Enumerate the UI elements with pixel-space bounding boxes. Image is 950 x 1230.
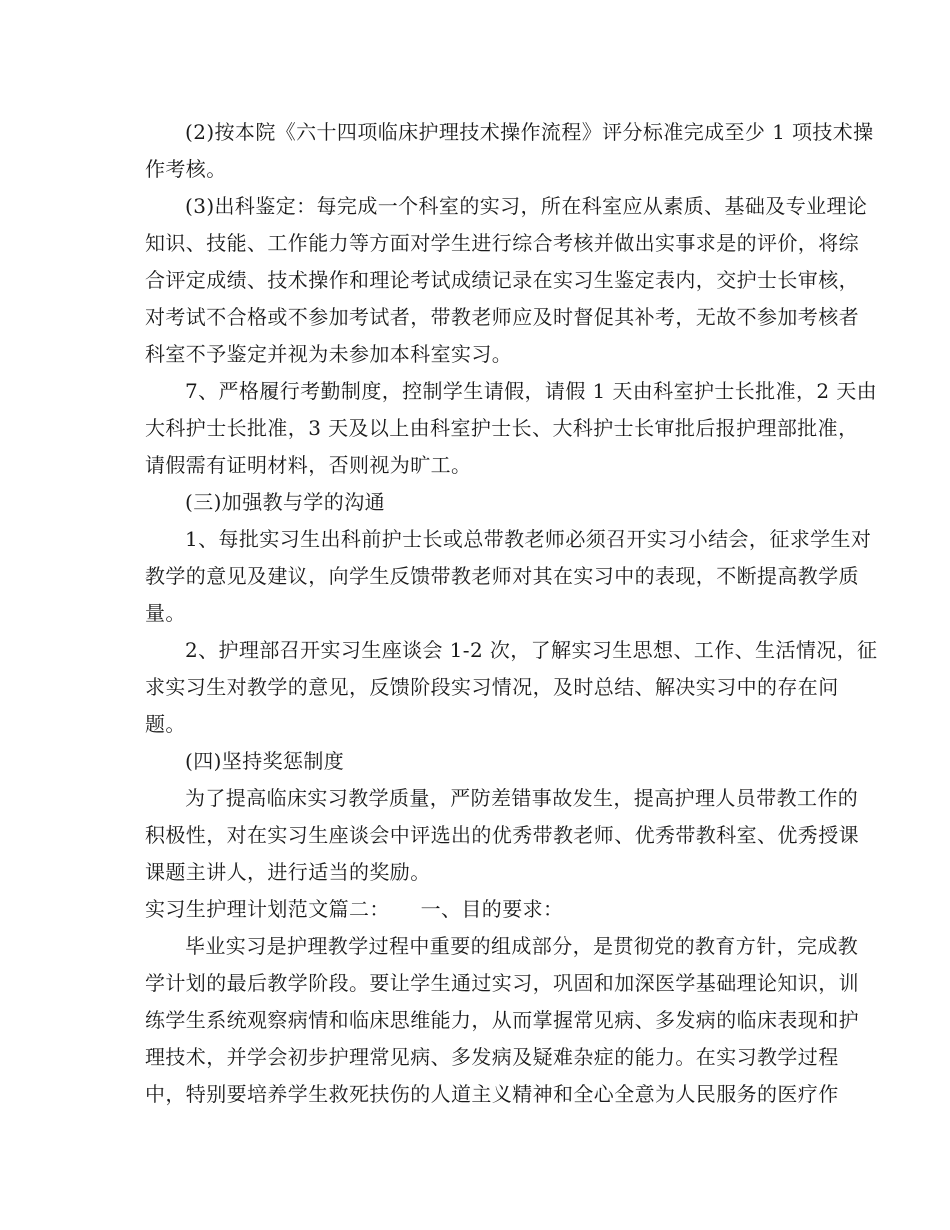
section-heading: (四)坚持奖惩制度 [185, 749, 345, 773]
text-line: 教学的意见及建议，向学生反馈带教老师对其在实习中的表现，不断提高教学质 [145, 564, 859, 588]
text-line: 积极性，对在实习生座谈会中评选出的优秀带教老师、优秀带教科室、优秀授课 [145, 823, 859, 847]
text-line: 学计划的最后教学阶段。要让学生通过实习，巩固和加深医学基础理论知识，训 [145, 971, 859, 995]
section-heading: (三)加强教与学的沟通 [185, 490, 386, 514]
text-line: 7、严格履行考勤制度，控制学生请假，请假 1 天由科室护士长批准，2 天由 [185, 379, 878, 403]
text-line: 对考试不合格或不参加考试者，带教老师应及时督促其补考，无故不参加考核者 [145, 305, 859, 329]
text-line: (3)出科鉴定：每完成一个科室的实习，所在科室应从素质、基础及专业理论 [185, 194, 868, 218]
text-line: 作考核。 [145, 157, 227, 181]
text-line: 理技术，并学会初步护理常见病、多发病及疑难杂症的能力。在实习教学过程 [145, 1045, 839, 1069]
text-line: 知识、技能、工作能力等方面对学生进行综合考核并做出实事求是的评价，将综 [145, 231, 859, 255]
text-line: 课题主讲人，进行适当的奖励。 [145, 860, 431, 884]
text-line: 练学生系统观察病情和临床思维能力，从而掌握常见病、多发病的临床表现和护 [145, 1008, 859, 1032]
text-line: 为了提高临床实习教学质量，严防差错事故发生，提高护理人员带教工作的 [185, 786, 859, 810]
text-line: 合评定成绩、技术操作和理论考试成绩记录在实习生鉴定表内，交护士长审核， [145, 268, 859, 292]
text-line: 量。 [145, 601, 186, 625]
text-line: 2、护理部召开实习生座谈会 1-2 次，了解实习生思想、工作、生活情况，征 [185, 638, 878, 662]
text-line: 题。 [145, 712, 186, 736]
text-line: (2)按本院《六十四项临床护理技术操作流程》评分标准完成至少 1 项技术操 [185, 120, 874, 144]
text-line: 求实习生对教学的意见，反馈阶段实习情况，及时总结、解决实习中的存在问 [145, 675, 839, 699]
text-line: 请假需有证明材料，否则视为旷工。 [145, 453, 472, 477]
text-line: 科室不予鉴定并视为未参加本科室实习。 [145, 342, 513, 366]
text-line: 毕业实习是护理教学过程中重要的组成部分，是贯彻党的教育方针，完成教 [185, 934, 859, 958]
text-line: 中，特别要培养学生救死扶伤的人道主义精神和全心全意为人民服务的医疗作 [145, 1082, 839, 1106]
section-heading: 实习生护理计划范文篇二： 一、目的要求： [145, 897, 564, 921]
text-line: 1、每批实习生出科前护士长或总带教老师必须召开实习小结会，征求学生对 [185, 527, 872, 551]
text-line: 大科护士长批准，3 天及以上由科室护士长、大科护士长审批后报护理部批准， [145, 416, 859, 440]
